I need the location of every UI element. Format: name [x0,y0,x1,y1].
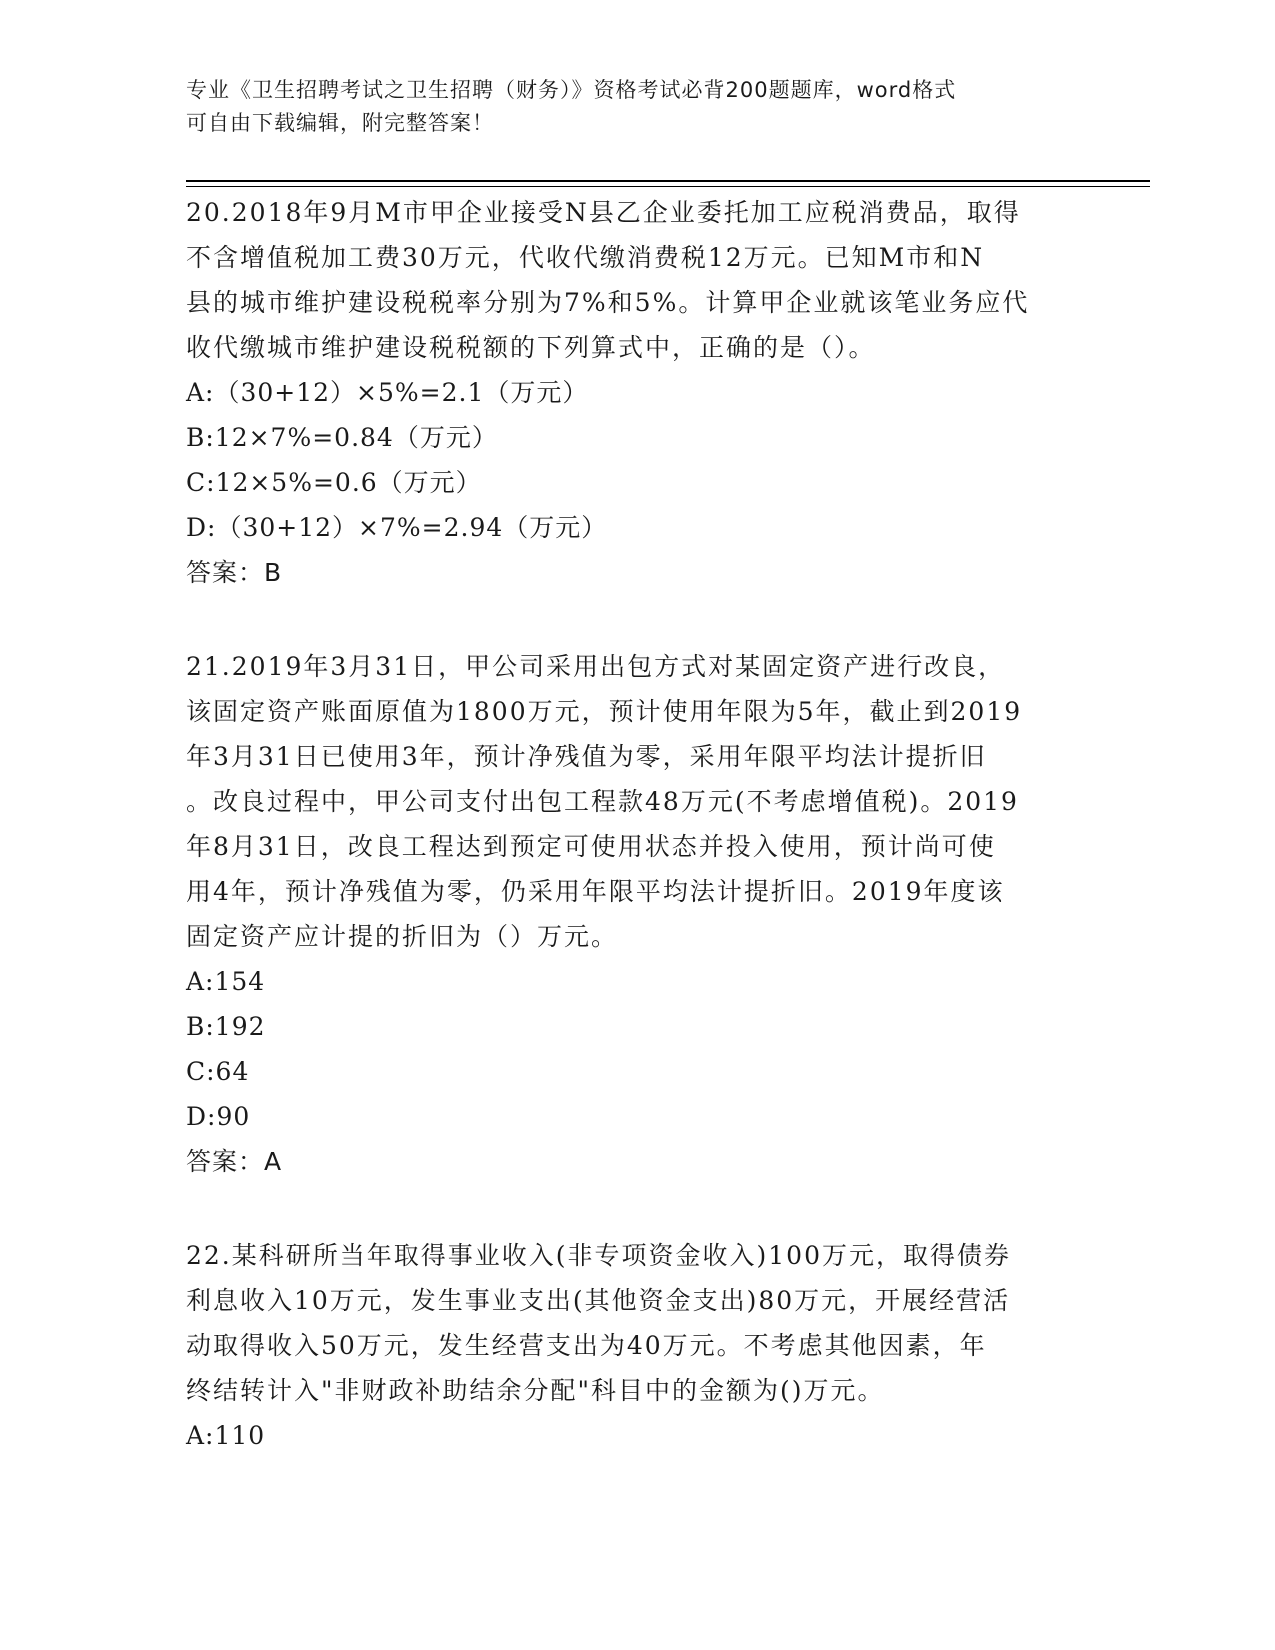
question-text-line: 21.2019年3月31日，甲公司采用出包方式对某固定资产进行改良， [186,652,1006,681]
header-rule-thin [186,186,1150,187]
question-text-line: 用4年，预计净残值为零，仍采用年限平均法计提折旧。2019年度该 [186,877,1005,906]
header-line-1: 专业《卫生招聘考试之卫生招聘（财务）》资格考试必背200题题库，word格式 [186,78,957,102]
page-header [186,74,1066,140]
question-text-line: 。改良过程中，甲公司支付出包工程款48万元(不考虑增值税)。2019 [186,787,1019,816]
option-b: B:192 [186,1012,266,1041]
header-rule-thick [186,180,1150,182]
question-20 [186,190,1086,595]
question-22 [186,1233,1086,1458]
header-line-2: 可自由下载编辑，附完整答案！ [186,111,494,135]
question-text-line: 收代缴城市维护建设税税额的下列算式中，正确的是（）。 [186,333,876,362]
answer-label: 答案：B [186,558,283,587]
question-text-line: 利息收入10万元，发生事业支出(其他资金支出)80万元，开展经营活 [186,1286,1011,1315]
question-text-line: 动取得收入50万元，发生经营支出为40万元。不考虑其他因素，年 [186,1331,987,1360]
answer-label: 答案：A [186,1147,283,1176]
question-text-line: 固定资产应计提的折旧为（）万元。 [186,922,619,951]
option-b: B:12×7%=0.84（万元） [186,423,498,452]
question-text-line: 20.2018年9月M市甲企业接受N县乙企业委托加工应税消费品，取得 [186,198,1021,227]
option-a: A:（30+12）×5%=2.1（万元） [186,378,589,407]
question-text-line: 县的城市维护建设税税率分别为7%和5%。计算甲企业就该笔业务应代 [186,288,1030,317]
question-21 [186,644,1086,1184]
question-text-line: 22.某科研所当年取得事业收入(非专项资金收入)100万元，取得债券 [186,1241,1011,1270]
option-a: A:154 [186,967,266,996]
option-c: C:64 [186,1057,250,1086]
option-d: D:（30+12）×7%=2.94（万元） [186,513,608,542]
question-text-line: 终结转计入"非财政补助结余分配"科目中的金额为()万元。 [186,1376,885,1405]
option-d: D:90 [186,1102,251,1131]
option-c: C:12×5%=0.6（万元） [186,468,482,497]
question-text-line: 该固定资产账面原值为1800万元，预计使用年限为5年，截止到2019 [186,697,1023,726]
option-a: A:110 [186,1421,266,1450]
question-list [186,190,1086,1458]
question-spacer [186,1184,1086,1233]
question-spacer [186,595,1086,644]
question-text-line: 年3月31日已使用3年，预计净残值为零，采用年限平均法计提折旧 [186,742,987,771]
question-text-line: 不含增值税加工费30万元，代收代缴消费税12万元。已知M市和N [186,243,985,272]
question-text-line: 年8月31日，改良工程达到预定可使用状态并投入使用，预计尚可使 [186,832,996,861]
